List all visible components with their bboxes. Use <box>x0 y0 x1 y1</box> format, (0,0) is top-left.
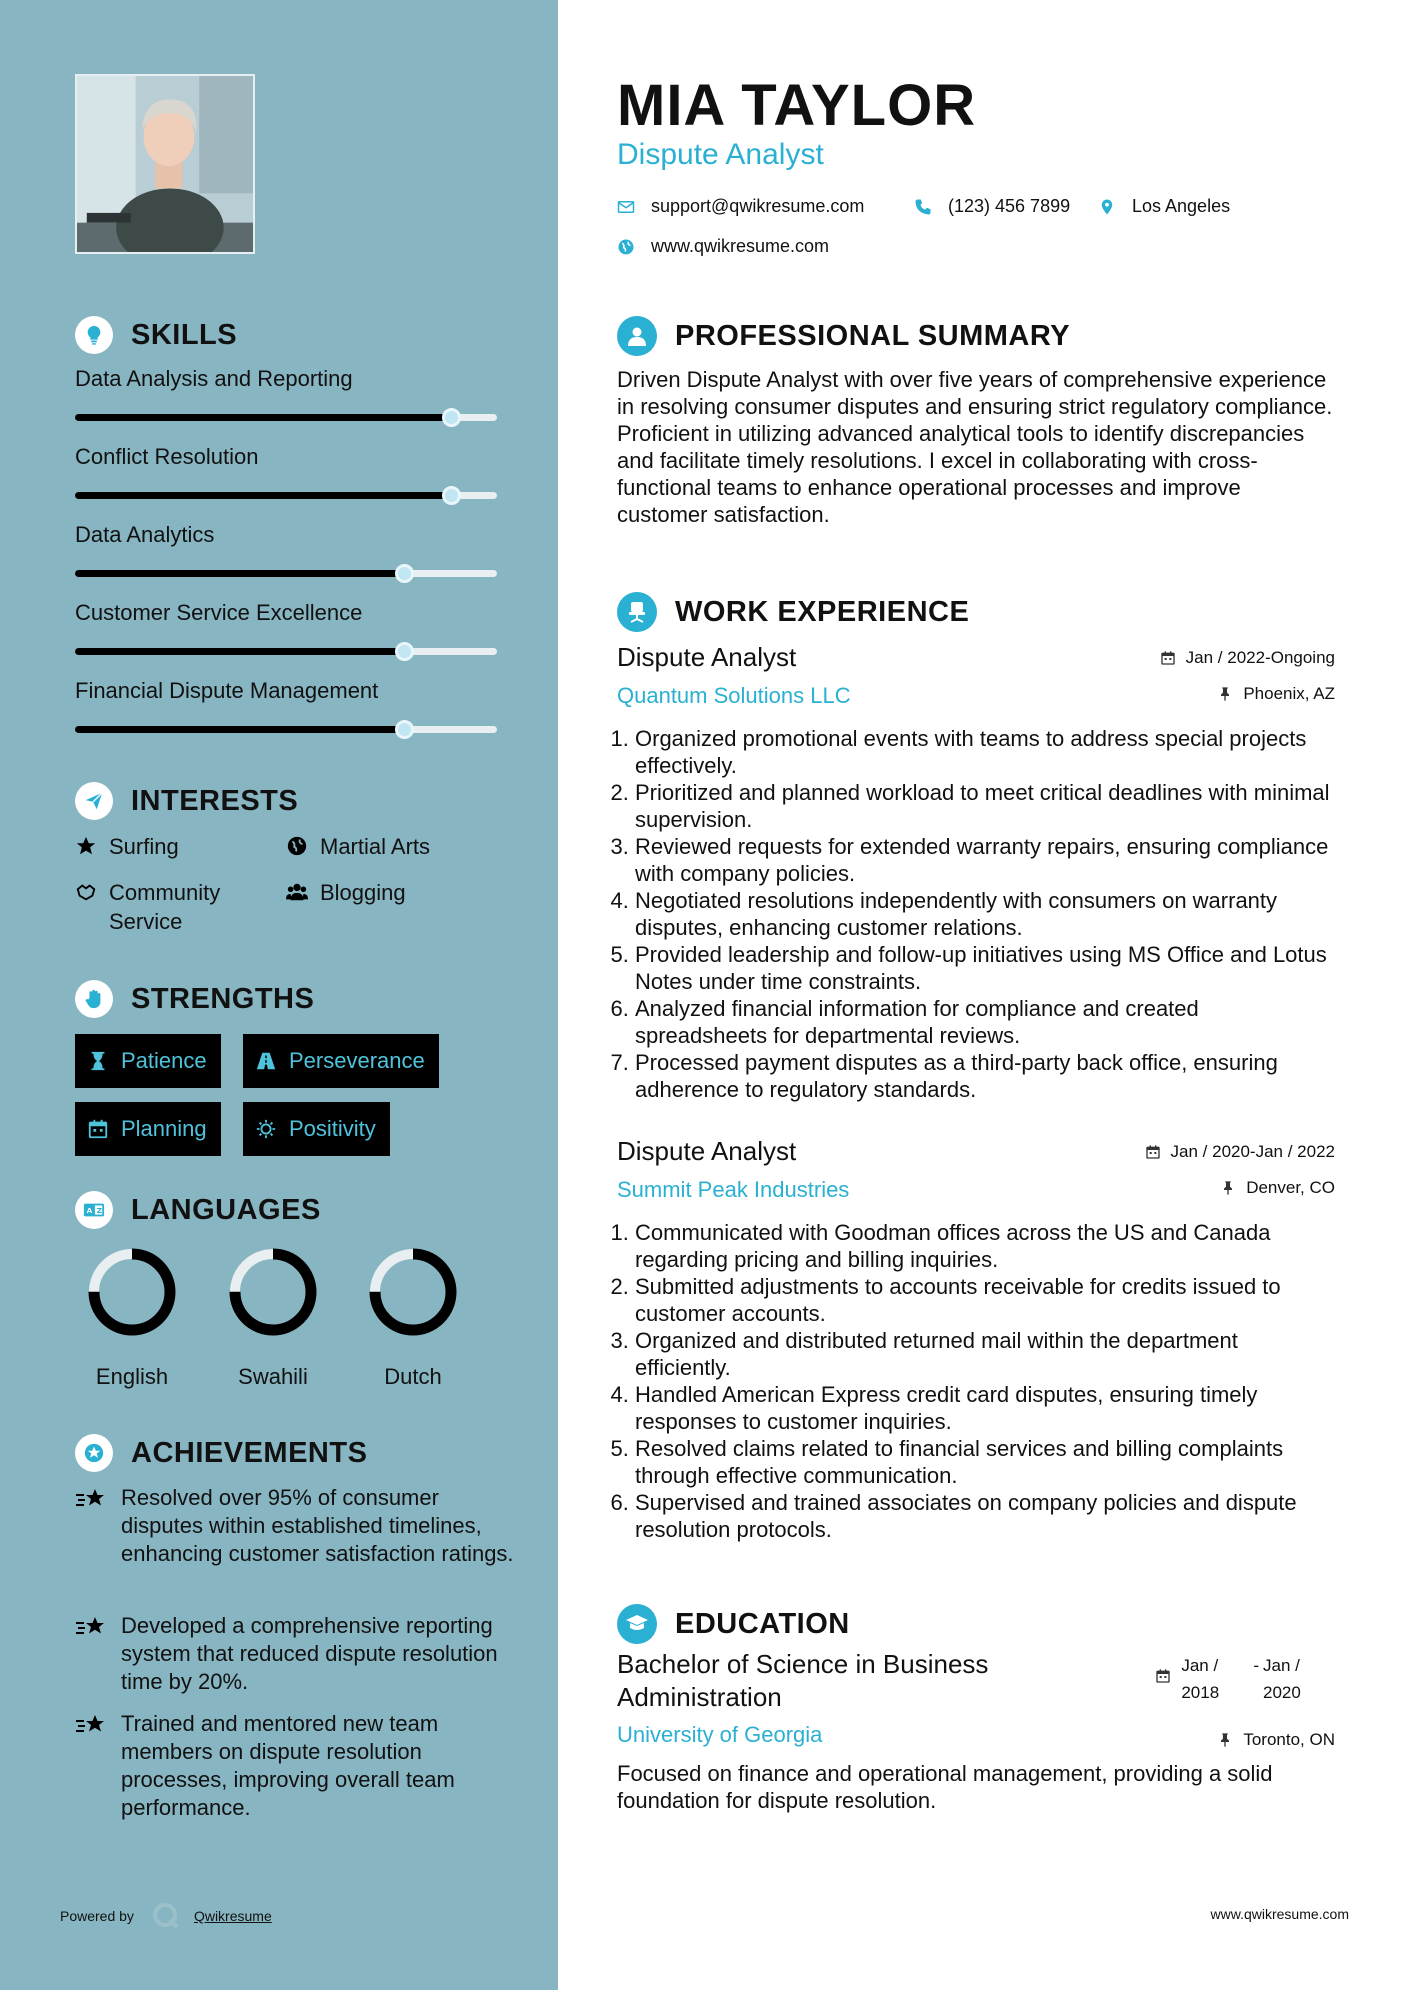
achievements-header <box>75 1434 367 1472</box>
skill-fill <box>75 648 404 655</box>
skill-knob <box>442 408 461 427</box>
skill-item <box>75 678 497 733</box>
job-entry <box>617 1136 1335 1543</box>
language-label: Dutch <box>384 1364 442 1389</box>
skills-title: SKILLS <box>131 318 238 351</box>
job-title: Dispute Analyst <box>617 1136 797 1166</box>
list-item: 4. Handled American Express credit card disputes, ensuring timely responses to customer inquiries. <box>635 1381 1335 1435</box>
handshake-icon <box>75 881 97 903</box>
job-location <box>1220 1178 1335 1198</box>
contact-phone[interactable] <box>914 196 1070 217</box>
job-company: Quantum Solutions LLC <box>617 683 851 708</box>
achievement-item <box>75 1612 515 1696</box>
strength-label: Perseverance <box>289 1048 425 1073</box>
shooting-star-icon <box>75 1615 107 1641</box>
job-location-text: Denver, CO <box>1246 1178 1335 1197</box>
skill-knob <box>395 720 414 739</box>
language-item <box>218 1246 328 1390</box>
office-chair-icon <box>617 592 657 632</box>
globe-icon <box>286 835 308 857</box>
candidate-name: MIA TAYLOR <box>617 73 977 138</box>
skill-knob <box>395 564 414 583</box>
hourglass-icon <box>87 1050 109 1072</box>
strengths-title: STRENGTHS <box>131 982 315 1015</box>
profile-photo-illustration <box>77 76 253 252</box>
education-header <box>617 1604 850 1644</box>
education-start: Jan / 2018 <box>1181 1656 1220 1702</box>
achievement-item <box>75 1484 515 1568</box>
strength-label: Positivity <box>289 1116 376 1141</box>
education-entry <box>617 1648 1335 1814</box>
strength-label: Planning <box>121 1116 207 1141</box>
skill-bar <box>75 570 497 577</box>
job-responsibilities <box>617 1219 1335 1543</box>
education-dates <box>1155 1652 1315 1706</box>
skill-bar <box>75 726 497 733</box>
interests-header <box>75 782 298 820</box>
education-location <box>1217 1730 1335 1750</box>
education-title: EDUCATION <box>675 1607 850 1640</box>
sidebar <box>0 0 558 1990</box>
languages-title: LANGUAGES <box>131 1193 321 1226</box>
job-location <box>1217 684 1335 704</box>
achievement-item <box>75 1710 515 1822</box>
sun-icon <box>255 1118 277 1140</box>
experience-title: WORK EXPERIENCE <box>675 595 970 628</box>
interest-item <box>75 878 255 936</box>
skill-bar <box>75 492 497 499</box>
job-date <box>1145 1142 1335 1162</box>
globe-icon <box>617 238 635 256</box>
job-location-text: Phoenix, AZ <box>1243 684 1335 703</box>
skill-fill <box>75 492 451 499</box>
qwikresume-link[interactable]: Qwikresume <box>193 1908 272 1924</box>
website-text: www.qwikresume.com <box>651 236 830 256</box>
skill-label: Data Analytics <box>75 522 215 547</box>
achievements-title: ACHIEVEMENTS <box>131 1436 368 1469</box>
paper-plane-icon <box>75 782 113 820</box>
list-item: 5. Provided leadership and follow-up initiatives using MS Office and Lotus Notes under time constraints. <box>635 941 1335 995</box>
calendar-icon <box>87 1118 109 1140</box>
skill-fill <box>75 414 451 421</box>
job-date <box>1160 648 1335 668</box>
phone-text: (123) 456 7899 <box>948 196 1071 216</box>
job-company: Summit Peak Industries <box>617 1177 850 1202</box>
interest-item <box>75 832 179 861</box>
lightbulb-icon <box>75 316 113 354</box>
calendar-icon <box>1155 1668 1171 1684</box>
education-degree: Bachelor of Science in Business Administration <box>617 1649 989 1712</box>
user-icon <box>617 316 657 356</box>
pushpin-icon <box>1217 686 1233 702</box>
strength-label: Patience <box>121 1048 207 1073</box>
calendar-icon <box>1160 650 1176 666</box>
skill-fill <box>75 726 404 733</box>
pushpin-icon <box>1217 1732 1233 1748</box>
contact-website[interactable] <box>617 236 829 257</box>
shooting-star-icon <box>75 1713 107 1739</box>
list-item: 2. Submitted adjustments to accounts receivable for credits issued to customer accounts. <box>635 1273 1335 1327</box>
skill-item <box>75 366 497 421</box>
skill-item <box>75 444 497 499</box>
education-date-separator: - <box>1253 1656 1259 1675</box>
candidate-role: Dispute Analyst <box>617 138 824 171</box>
language-item <box>358 1246 468 1390</box>
skill-bar <box>75 414 497 421</box>
translate-icon <box>75 1191 113 1229</box>
footer-website[interactable]: www.qwikresume.com <box>1210 1906 1349 1922</box>
graduation-icon <box>617 1604 657 1644</box>
strengths-header <box>75 980 314 1018</box>
education-school: University of Georgia <box>617 1722 823 1747</box>
language-ring <box>227 1246 319 1338</box>
strength-badge <box>75 1034 221 1088</box>
list-item: 4. Negotiated resolutions independently with consumers on warranty disputes, enhancing customer relations. <box>635 887 1335 941</box>
skill-knob <box>395 642 414 661</box>
job-responsibilities <box>617 725 1335 1103</box>
road-icon <box>255 1050 277 1072</box>
skill-label: Data Analysis and Reporting <box>75 366 353 391</box>
skills-header <box>75 316 237 354</box>
interest-item <box>286 832 430 861</box>
skill-fill <box>75 570 404 577</box>
strength-badge <box>243 1034 439 1088</box>
skill-item <box>75 600 497 655</box>
interest-label: Surfing <box>109 834 179 859</box>
skill-bar <box>75 648 497 655</box>
envelope-icon <box>617 198 635 216</box>
list-item: 1. Communicated with Goodman offices across the US and Canada regarding pricing and billing inquiries. <box>635 1219 1335 1273</box>
powered-by <box>60 1902 272 1930</box>
star-icon <box>75 835 97 857</box>
qwikresume-logo-icon <box>152 1902 180 1930</box>
list-item: 6. Analyzed financial information for compliance and created spreadsheets for departmental reviews. <box>635 995 1335 1049</box>
shooting-star-icon <box>75 1487 107 1513</box>
interests-title: INTERESTS <box>131 784 299 817</box>
skill-label: Customer Service Excellence <box>75 600 363 625</box>
job-date-text: Jan / 2022-Ongoing <box>1185 648 1335 667</box>
skill-item <box>75 522 497 577</box>
job-date-text: Jan / 2020-Jan / 2022 <box>1170 1142 1335 1161</box>
list-item: 6. Supervised and trained associates on company policies and dispute resolution protocols. <box>635 1489 1335 1543</box>
language-item <box>77 1246 187 1390</box>
list-item: 5. Resolved claims related to financial services and billing complaints through effective communication. <box>635 1435 1335 1489</box>
job-entry <box>617 642 1335 1103</box>
list-item: 7. Processed payment disputes as a third-party back office, ensuring adherence to regulatory standards. <box>635 1049 1335 1103</box>
email-text: support@qwikresume.com <box>651 196 865 216</box>
phone-icon <box>914 198 932 216</box>
education-end: Jan / 2020 <box>1263 1656 1301 1702</box>
achievement-text: Trained and mentored new team members on dispute resolution processes, improving overall team performance. <box>121 1711 455 1820</box>
list-item: 3. Reviewed requests for extended warranty repairs, ensuring compliance with company policies. <box>635 833 1335 887</box>
skill-label: Financial Dispute Management <box>75 678 379 703</box>
languages-header <box>75 1191 321 1229</box>
summary-header <box>617 316 1070 356</box>
language-ring <box>86 1246 178 1338</box>
education-description: Focused on finance and operational management, providing a solid foundation for dispute resolution. <box>617 1761 1273 1813</box>
powered-by-text: Powered by <box>60 1908 134 1924</box>
summary-text: Driven Dispute Analyst with over five years of comprehensive experience in resolving consumer disputes and ensuring strict regulatory compliance. Proficient in utilizing advanced analytical tools to identify discrepancies and facilitate timely resolutions. I excel in collaborating with cross-functional teams to enhance operational processes and improve customer satisfaction. <box>617 367 1333 527</box>
interest-label: Martial Arts <box>320 834 431 859</box>
calendar-icon <box>1145 1144 1161 1160</box>
pushpin-icon <box>1220 1180 1236 1196</box>
star-badge-icon <box>75 1434 113 1472</box>
language-label: English <box>95 1364 169 1389</box>
education-location-text: Toronto, ON <box>1243 1730 1335 1749</box>
contact-email[interactable] <box>617 196 864 217</box>
strength-badge <box>243 1102 390 1156</box>
map-pin-icon <box>1098 198 1116 216</box>
interest-label: Blogging <box>320 880 406 905</box>
svg-text:A: A <box>86 1205 93 1215</box>
location-text: Los Angeles <box>1132 196 1231 216</box>
contact-location <box>1098 196 1230 217</box>
list-item: 3. Organized and distributed returned mail within the department efficiently. <box>635 1327 1335 1381</box>
skill-knob <box>442 486 461 505</box>
skill-label: Conflict Resolution <box>75 444 259 469</box>
profile-photo <box>75 74 255 254</box>
users-icon <box>286 881 308 903</box>
list-item: 2. Prioritized and planned workload to meet critical deadlines with minimal supervision. <box>635 779 1335 833</box>
language-ring <box>367 1246 459 1338</box>
svg-text:Z: Z <box>96 1205 103 1215</box>
achievement-text: Developed a comprehensive reporting system that reduced dispute resolution time by 20%. <box>121 1613 498 1694</box>
achievement-text: Resolved over 95% of consumer disputes within established timelines, enhancing customer satisfaction ratings. <box>121 1485 514 1566</box>
summary-title: PROFESSIONAL SUMMARY <box>675 319 1071 352</box>
interest-item <box>286 878 406 907</box>
hand-icon <box>75 980 113 1018</box>
strength-badge <box>75 1102 221 1156</box>
experience-header <box>617 592 969 632</box>
interest-label: Community Service <box>109 880 221 934</box>
list-item: 1. Organized promotional events with teams to address special projects effectively. <box>635 725 1335 779</box>
language-label: Swahili <box>238 1364 308 1389</box>
job-title: Dispute Analyst <box>617 642 797 672</box>
